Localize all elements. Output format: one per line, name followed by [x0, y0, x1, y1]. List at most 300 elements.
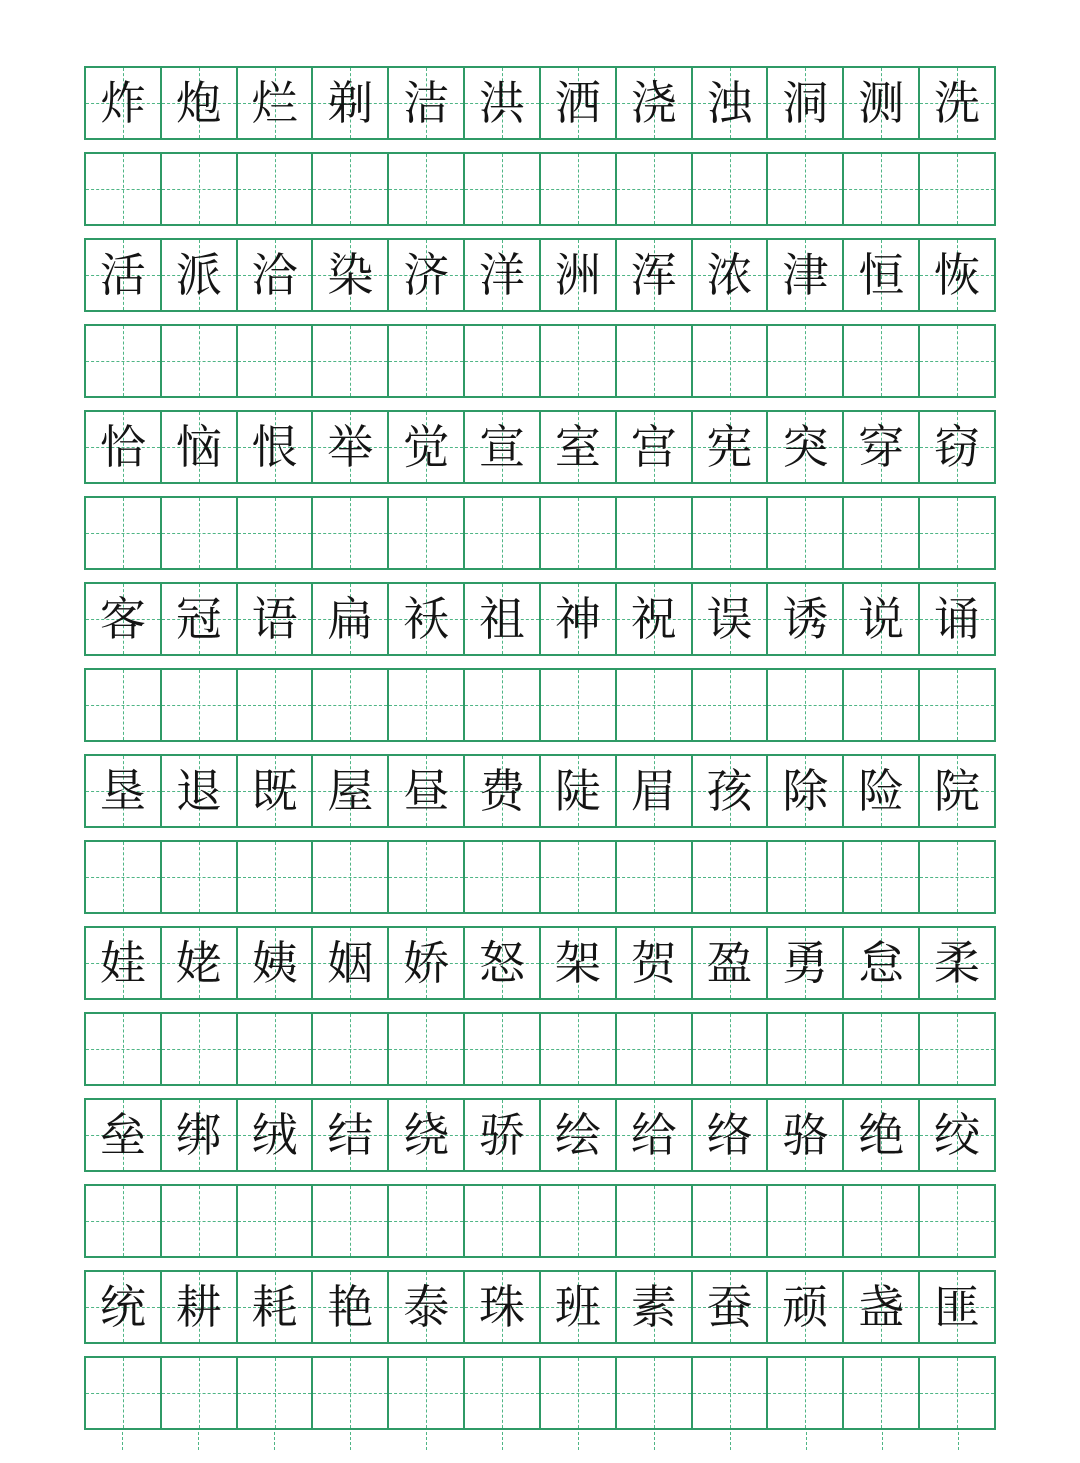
blank-practice-cell[interactable]: [389, 1186, 465, 1256]
blank-practice-cell[interactable]: [465, 498, 541, 568]
blank-practice-cell[interactable]: [617, 1186, 693, 1256]
grid-cell: [162, 756, 238, 826]
blank-practice-cell[interactable]: [465, 154, 541, 224]
blank-practice-cell[interactable]: [617, 498, 693, 568]
blank-practice-cell[interactable]: [86, 1358, 162, 1428]
blank-practice-cell[interactable]: [162, 670, 238, 740]
blank-practice-cell[interactable]: [86, 326, 162, 396]
practice-row: [84, 1356, 996, 1430]
blank-practice-cell[interactable]: [238, 1014, 314, 1084]
tail-guide: [84, 1432, 160, 1450]
model-character: 盈: [706, 936, 753, 990]
grid-cell: [238, 240, 314, 310]
blank-practice-cell[interactable]: [768, 842, 844, 912]
blank-practice-cell[interactable]: [389, 1358, 465, 1428]
blank-practice-cell[interactable]: [162, 842, 238, 912]
grid-cell: [617, 68, 693, 138]
model-character: 浓: [706, 248, 753, 302]
model-character: 误: [706, 592, 753, 646]
blank-practice-cell[interactable]: [844, 1358, 920, 1428]
blank-practice-cell[interactable]: [541, 1358, 617, 1428]
model-character: 室: [554, 420, 601, 474]
blank-practice-cell[interactable]: [693, 1186, 769, 1256]
blank-practice-cell[interactable]: [844, 1014, 920, 1084]
model-character: 怒: [479, 936, 526, 990]
blank-practice-cell[interactable]: [162, 1186, 238, 1256]
blank-practice-cell[interactable]: [920, 670, 994, 740]
model-character: 柔: [934, 936, 981, 990]
model-character: 浊: [706, 76, 753, 130]
grid-cell: [693, 1272, 769, 1342]
blank-practice-cell[interactable]: [617, 326, 693, 396]
grid-cell: [617, 1272, 693, 1342]
practice-row: [84, 668, 996, 742]
blank-practice-cell[interactable]: [920, 1358, 994, 1428]
blank-practice-cell[interactable]: [313, 842, 389, 912]
model-character: 突: [782, 420, 829, 474]
grid-cell: [238, 584, 314, 654]
grid-cell: [389, 1272, 465, 1342]
blank-practice-cell[interactable]: [313, 1358, 389, 1428]
grid-cell: [86, 928, 162, 998]
model-character: 素: [630, 1280, 677, 1334]
model-character: 洪: [479, 76, 526, 130]
blank-practice-cell[interactable]: [238, 498, 314, 568]
blank-practice-cell[interactable]: [541, 1014, 617, 1084]
model-character: 诵: [934, 592, 981, 646]
blank-practice-cell[interactable]: [313, 326, 389, 396]
blank-practice-cell[interactable]: [238, 670, 314, 740]
model-character: 绕: [403, 1108, 450, 1162]
grid-cell: [920, 1272, 994, 1342]
practice-row: [84, 1012, 996, 1086]
model-character: 济: [403, 248, 450, 302]
model-character: 染: [327, 248, 374, 302]
blank-practice-cell[interactable]: [920, 326, 994, 396]
grid-cell: [693, 240, 769, 310]
blank-practice-cell[interactable]: [465, 1186, 541, 1256]
model-character: 结: [327, 1108, 374, 1162]
model-character: 匪: [934, 1280, 981, 1334]
blank-practice-cell[interactable]: [768, 498, 844, 568]
grid-cell: [238, 928, 314, 998]
blank-practice-cell[interactable]: [844, 842, 920, 912]
grid-cell: [768, 68, 844, 138]
blank-practice-cell[interactable]: [920, 154, 994, 224]
grid-cell: [465, 1100, 541, 1170]
grid-cell: [920, 928, 994, 998]
grid-cell: [844, 756, 920, 826]
grid-cell: [162, 1272, 238, 1342]
grid-cell: [465, 68, 541, 138]
grid-cell: [768, 584, 844, 654]
blank-practice-cell[interactable]: [768, 1186, 844, 1256]
grid-cell: [768, 928, 844, 998]
blank-practice-cell[interactable]: [389, 498, 465, 568]
grid-cell: [162, 68, 238, 138]
grid-cell: [313, 1272, 389, 1342]
character-row: [84, 238, 996, 312]
model-character: 袄: [403, 592, 450, 646]
blank-practice-cell[interactable]: [313, 1014, 389, 1084]
blank-practice-cell[interactable]: [389, 670, 465, 740]
blank-practice-cell[interactable]: [389, 154, 465, 224]
model-character: 姨: [251, 936, 298, 990]
grid-cell: [389, 756, 465, 826]
grid-cell: [162, 584, 238, 654]
blank-practice-cell[interactable]: [238, 154, 314, 224]
grid-cell: [238, 1100, 314, 1170]
blank-practice-cell[interactable]: [162, 1014, 238, 1084]
blank-practice-cell[interactable]: [920, 498, 994, 568]
model-character: 绘: [554, 1108, 601, 1162]
blank-practice-cell[interactable]: [162, 1358, 238, 1428]
blank-practice-cell[interactable]: [465, 326, 541, 396]
model-character: 泰: [403, 1280, 450, 1334]
blank-practice-cell[interactable]: [465, 1014, 541, 1084]
model-character: 恨: [251, 420, 298, 474]
tail-guide: [464, 1432, 540, 1450]
blank-practice-cell[interactable]: [693, 670, 769, 740]
blank-practice-cell[interactable]: [920, 1014, 994, 1084]
model-character: 洞: [782, 76, 829, 130]
grid-cell: [541, 1100, 617, 1170]
blank-practice-cell[interactable]: [465, 842, 541, 912]
grid-cell: [844, 928, 920, 998]
practice-row: [84, 1184, 996, 1258]
tail-guide: [920, 1432, 996, 1450]
model-character: 架: [554, 936, 601, 990]
grid-cell: [693, 1100, 769, 1170]
blank-practice-cell[interactable]: [768, 1358, 844, 1428]
model-character: 神: [554, 592, 601, 646]
grid-cell: [768, 756, 844, 826]
grid-cell: [920, 412, 994, 482]
tail-guide: [616, 1432, 692, 1450]
grid-cell: [465, 584, 541, 654]
blank-practice-cell[interactable]: [238, 326, 314, 396]
model-character: 洲: [554, 248, 601, 302]
grid-cell: [313, 584, 389, 654]
model-character: 绝: [858, 1108, 905, 1162]
grid-cell: [920, 68, 994, 138]
blank-practice-cell[interactable]: [617, 670, 693, 740]
grid-cell: [313, 756, 389, 826]
model-character: 举: [327, 420, 374, 474]
tail-guide: [160, 1432, 236, 1450]
model-character: 派: [175, 248, 222, 302]
grid-cell: [238, 412, 314, 482]
grid-cell: [617, 412, 693, 482]
blank-practice-cell[interactable]: [162, 498, 238, 568]
model-character: 客: [99, 592, 146, 646]
grid-cell: [465, 1272, 541, 1342]
blank-practice-cell[interactable]: [86, 842, 162, 912]
blank-practice-cell[interactable]: [541, 1186, 617, 1256]
grid-cell: [768, 412, 844, 482]
blank-practice-cell[interactable]: [86, 498, 162, 568]
model-character: 给: [630, 1108, 677, 1162]
model-character: 艳: [327, 1280, 374, 1334]
grid-cell: [768, 1272, 844, 1342]
character-row: [84, 410, 996, 484]
model-character: 洗: [934, 76, 981, 130]
blank-practice-cell[interactable]: [617, 1358, 693, 1428]
blank-practice-cell[interactable]: [920, 842, 994, 912]
model-character: 费: [479, 764, 526, 818]
grid-cell: [465, 412, 541, 482]
blank-practice-cell[interactable]: [693, 842, 769, 912]
model-character: 孩: [706, 764, 753, 818]
model-character: 活: [99, 248, 146, 302]
grid-cell: [541, 68, 617, 138]
grid-cell: [693, 756, 769, 826]
model-character: 昼: [403, 764, 450, 818]
grid-cell: [844, 412, 920, 482]
model-character: 宪: [706, 420, 753, 474]
grid-tail-guides: [84, 1432, 996, 1450]
model-character: 洒: [554, 76, 601, 130]
model-character: 洁: [403, 76, 450, 130]
model-character: 盏: [858, 1280, 905, 1334]
grid-cell: [86, 68, 162, 138]
grid-cell: [693, 412, 769, 482]
practice-row: [84, 152, 996, 226]
grid-cell: [86, 240, 162, 310]
model-character: 恒: [858, 248, 905, 302]
model-character: 洋: [479, 248, 526, 302]
grid-cell: [844, 1100, 920, 1170]
model-character: 诱: [782, 592, 829, 646]
grid-cell: [389, 1100, 465, 1170]
model-character: 恰: [99, 420, 146, 474]
model-character: 险: [858, 764, 905, 818]
grid-cell: [238, 68, 314, 138]
blank-practice-cell[interactable]: [768, 326, 844, 396]
character-row: [84, 66, 996, 140]
grid-cell: [313, 240, 389, 310]
blank-practice-cell[interactable]: [768, 154, 844, 224]
grid-cell: [693, 68, 769, 138]
model-character: 宣: [479, 420, 526, 474]
blank-practice-cell[interactable]: [86, 1186, 162, 1256]
blank-practice-cell[interactable]: [389, 842, 465, 912]
blank-practice-cell[interactable]: [768, 670, 844, 740]
blank-practice-cell[interactable]: [541, 326, 617, 396]
tianzige-practice-sheet: [84, 66, 996, 1442]
blank-practice-cell[interactable]: [693, 154, 769, 224]
grid-cell: [617, 1100, 693, 1170]
blank-practice-cell[interactable]: [313, 498, 389, 568]
blank-practice-cell[interactable]: [693, 326, 769, 396]
grid-cell: [313, 1100, 389, 1170]
grid-cell: [844, 584, 920, 654]
character-row: [84, 582, 996, 656]
grid-cell: [541, 412, 617, 482]
character-row: [84, 1098, 996, 1172]
tail-guide: [844, 1432, 920, 1450]
model-character: 陡: [554, 764, 601, 818]
model-character: 浇: [630, 76, 677, 130]
character-row: [84, 754, 996, 828]
model-character: 耕: [175, 1280, 222, 1334]
grid-cell: [162, 1100, 238, 1170]
grid-cell: [86, 1272, 162, 1342]
model-character: 测: [858, 76, 905, 130]
blank-practice-cell[interactable]: [389, 326, 465, 396]
blank-practice-cell[interactable]: [844, 498, 920, 568]
blank-practice-cell[interactable]: [86, 670, 162, 740]
model-character: 津: [782, 248, 829, 302]
model-character: 炸: [99, 76, 146, 130]
tail-guide: [768, 1432, 844, 1450]
blank-practice-cell[interactable]: [86, 1014, 162, 1084]
model-character: 扁: [327, 592, 374, 646]
blank-practice-cell[interactable]: [844, 670, 920, 740]
grid-cell: [541, 928, 617, 998]
grid-cell: [617, 584, 693, 654]
grid-cell: [162, 240, 238, 310]
blank-practice-cell[interactable]: [844, 1186, 920, 1256]
model-character: 怠: [858, 936, 905, 990]
grid-cell: [920, 240, 994, 310]
grid-cell: [541, 584, 617, 654]
grid-cell: [541, 1272, 617, 1342]
grid-cell: [389, 68, 465, 138]
tail-guide: [312, 1432, 388, 1450]
model-character: 珠: [479, 1280, 526, 1334]
grid-cell: [313, 68, 389, 138]
model-character: 退: [175, 764, 222, 818]
blank-practice-cell[interactable]: [541, 670, 617, 740]
blank-practice-cell[interactable]: [617, 842, 693, 912]
blank-practice-cell[interactable]: [313, 154, 389, 224]
grid-cell: [162, 928, 238, 998]
grid-cell: [389, 412, 465, 482]
blank-practice-cell[interactable]: [768, 1014, 844, 1084]
grid-cell: [465, 928, 541, 998]
blank-practice-cell[interactable]: [541, 154, 617, 224]
grid-cell: [617, 240, 693, 310]
model-character: 恢: [934, 248, 981, 302]
model-character: 浑: [630, 248, 677, 302]
blank-practice-cell[interactable]: [162, 154, 238, 224]
grid-cell: [465, 756, 541, 826]
practice-row: [84, 840, 996, 914]
blank-practice-cell[interactable]: [844, 154, 920, 224]
model-character: 班: [554, 1280, 601, 1334]
model-character: 绞: [934, 1108, 981, 1162]
grid-cell: [768, 1100, 844, 1170]
grid-cell: [920, 584, 994, 654]
blank-practice-cell[interactable]: [693, 1358, 769, 1428]
blank-practice-cell[interactable]: [238, 842, 314, 912]
model-character: 垒: [99, 1108, 146, 1162]
grid-cell: [389, 240, 465, 310]
grid-cell: [389, 584, 465, 654]
model-character: 络: [706, 1108, 753, 1162]
blank-practice-cell[interactable]: [313, 670, 389, 740]
blank-practice-cell[interactable]: [693, 498, 769, 568]
practice-row: [84, 324, 996, 398]
grid-cell: [86, 756, 162, 826]
grid-cell: [844, 240, 920, 310]
grid-cell: [541, 240, 617, 310]
tail-guide: [388, 1432, 464, 1450]
grid-cell: [844, 68, 920, 138]
model-character: 炮: [175, 76, 222, 130]
model-character: 觉: [403, 420, 450, 474]
blank-practice-cell[interactable]: [238, 1186, 314, 1256]
grid-cell: [844, 1272, 920, 1342]
grid-cell: [162, 412, 238, 482]
model-character: 蚕: [706, 1280, 753, 1334]
blank-practice-cell[interactable]: [920, 1186, 994, 1256]
blank-practice-cell[interactable]: [617, 1014, 693, 1084]
blank-practice-cell[interactable]: [162, 326, 238, 396]
model-character: 姻: [327, 936, 374, 990]
tail-guide: [692, 1432, 768, 1450]
model-character: 说: [858, 592, 905, 646]
blank-practice-cell[interactable]: [465, 1358, 541, 1428]
model-character: 顽: [782, 1280, 829, 1334]
blank-practice-cell[interactable]: [238, 1358, 314, 1428]
grid-cell: [693, 928, 769, 998]
grid-cell: [86, 412, 162, 482]
grid-cell: [617, 756, 693, 826]
blank-practice-cell[interactable]: [313, 1186, 389, 1256]
tail-guide: [540, 1432, 616, 1450]
model-character: 骄: [479, 1108, 526, 1162]
blank-practice-cell[interactable]: [465, 670, 541, 740]
grid-cell: [313, 412, 389, 482]
model-character: 娇: [403, 936, 450, 990]
model-character: 恼: [175, 420, 222, 474]
model-character: 骆: [782, 1108, 829, 1162]
model-character: 院: [934, 764, 981, 818]
practice-row: [84, 496, 996, 570]
grid-cell: [920, 756, 994, 826]
blank-practice-cell[interactable]: [86, 154, 162, 224]
character-row: [84, 1270, 996, 1344]
grid-cell: [313, 928, 389, 998]
blank-practice-cell[interactable]: [693, 1014, 769, 1084]
grid-cell: [920, 1100, 994, 1170]
model-character: 贺: [630, 936, 677, 990]
model-character: 垦: [99, 764, 146, 818]
model-character: 眉: [630, 764, 677, 818]
grid-cell: [693, 584, 769, 654]
blank-practice-cell[interactable]: [541, 842, 617, 912]
blank-practice-cell[interactable]: [617, 154, 693, 224]
model-character: 姥: [175, 936, 222, 990]
grid-cell: [617, 928, 693, 998]
model-character: 剃: [327, 76, 374, 130]
model-character: 祝: [630, 592, 677, 646]
grid-cell: [238, 1272, 314, 1342]
blank-practice-cell[interactable]: [844, 326, 920, 396]
model-character: 娃: [99, 936, 146, 990]
model-character: 屋: [327, 764, 374, 818]
character-row: [84, 926, 996, 1000]
blank-practice-cell[interactable]: [389, 1014, 465, 1084]
model-character: 统: [99, 1280, 146, 1334]
grid-cell: [86, 584, 162, 654]
model-character: 既: [251, 764, 298, 818]
model-character: 勇: [782, 936, 829, 990]
grid-cell: [465, 240, 541, 310]
blank-practice-cell[interactable]: [541, 498, 617, 568]
